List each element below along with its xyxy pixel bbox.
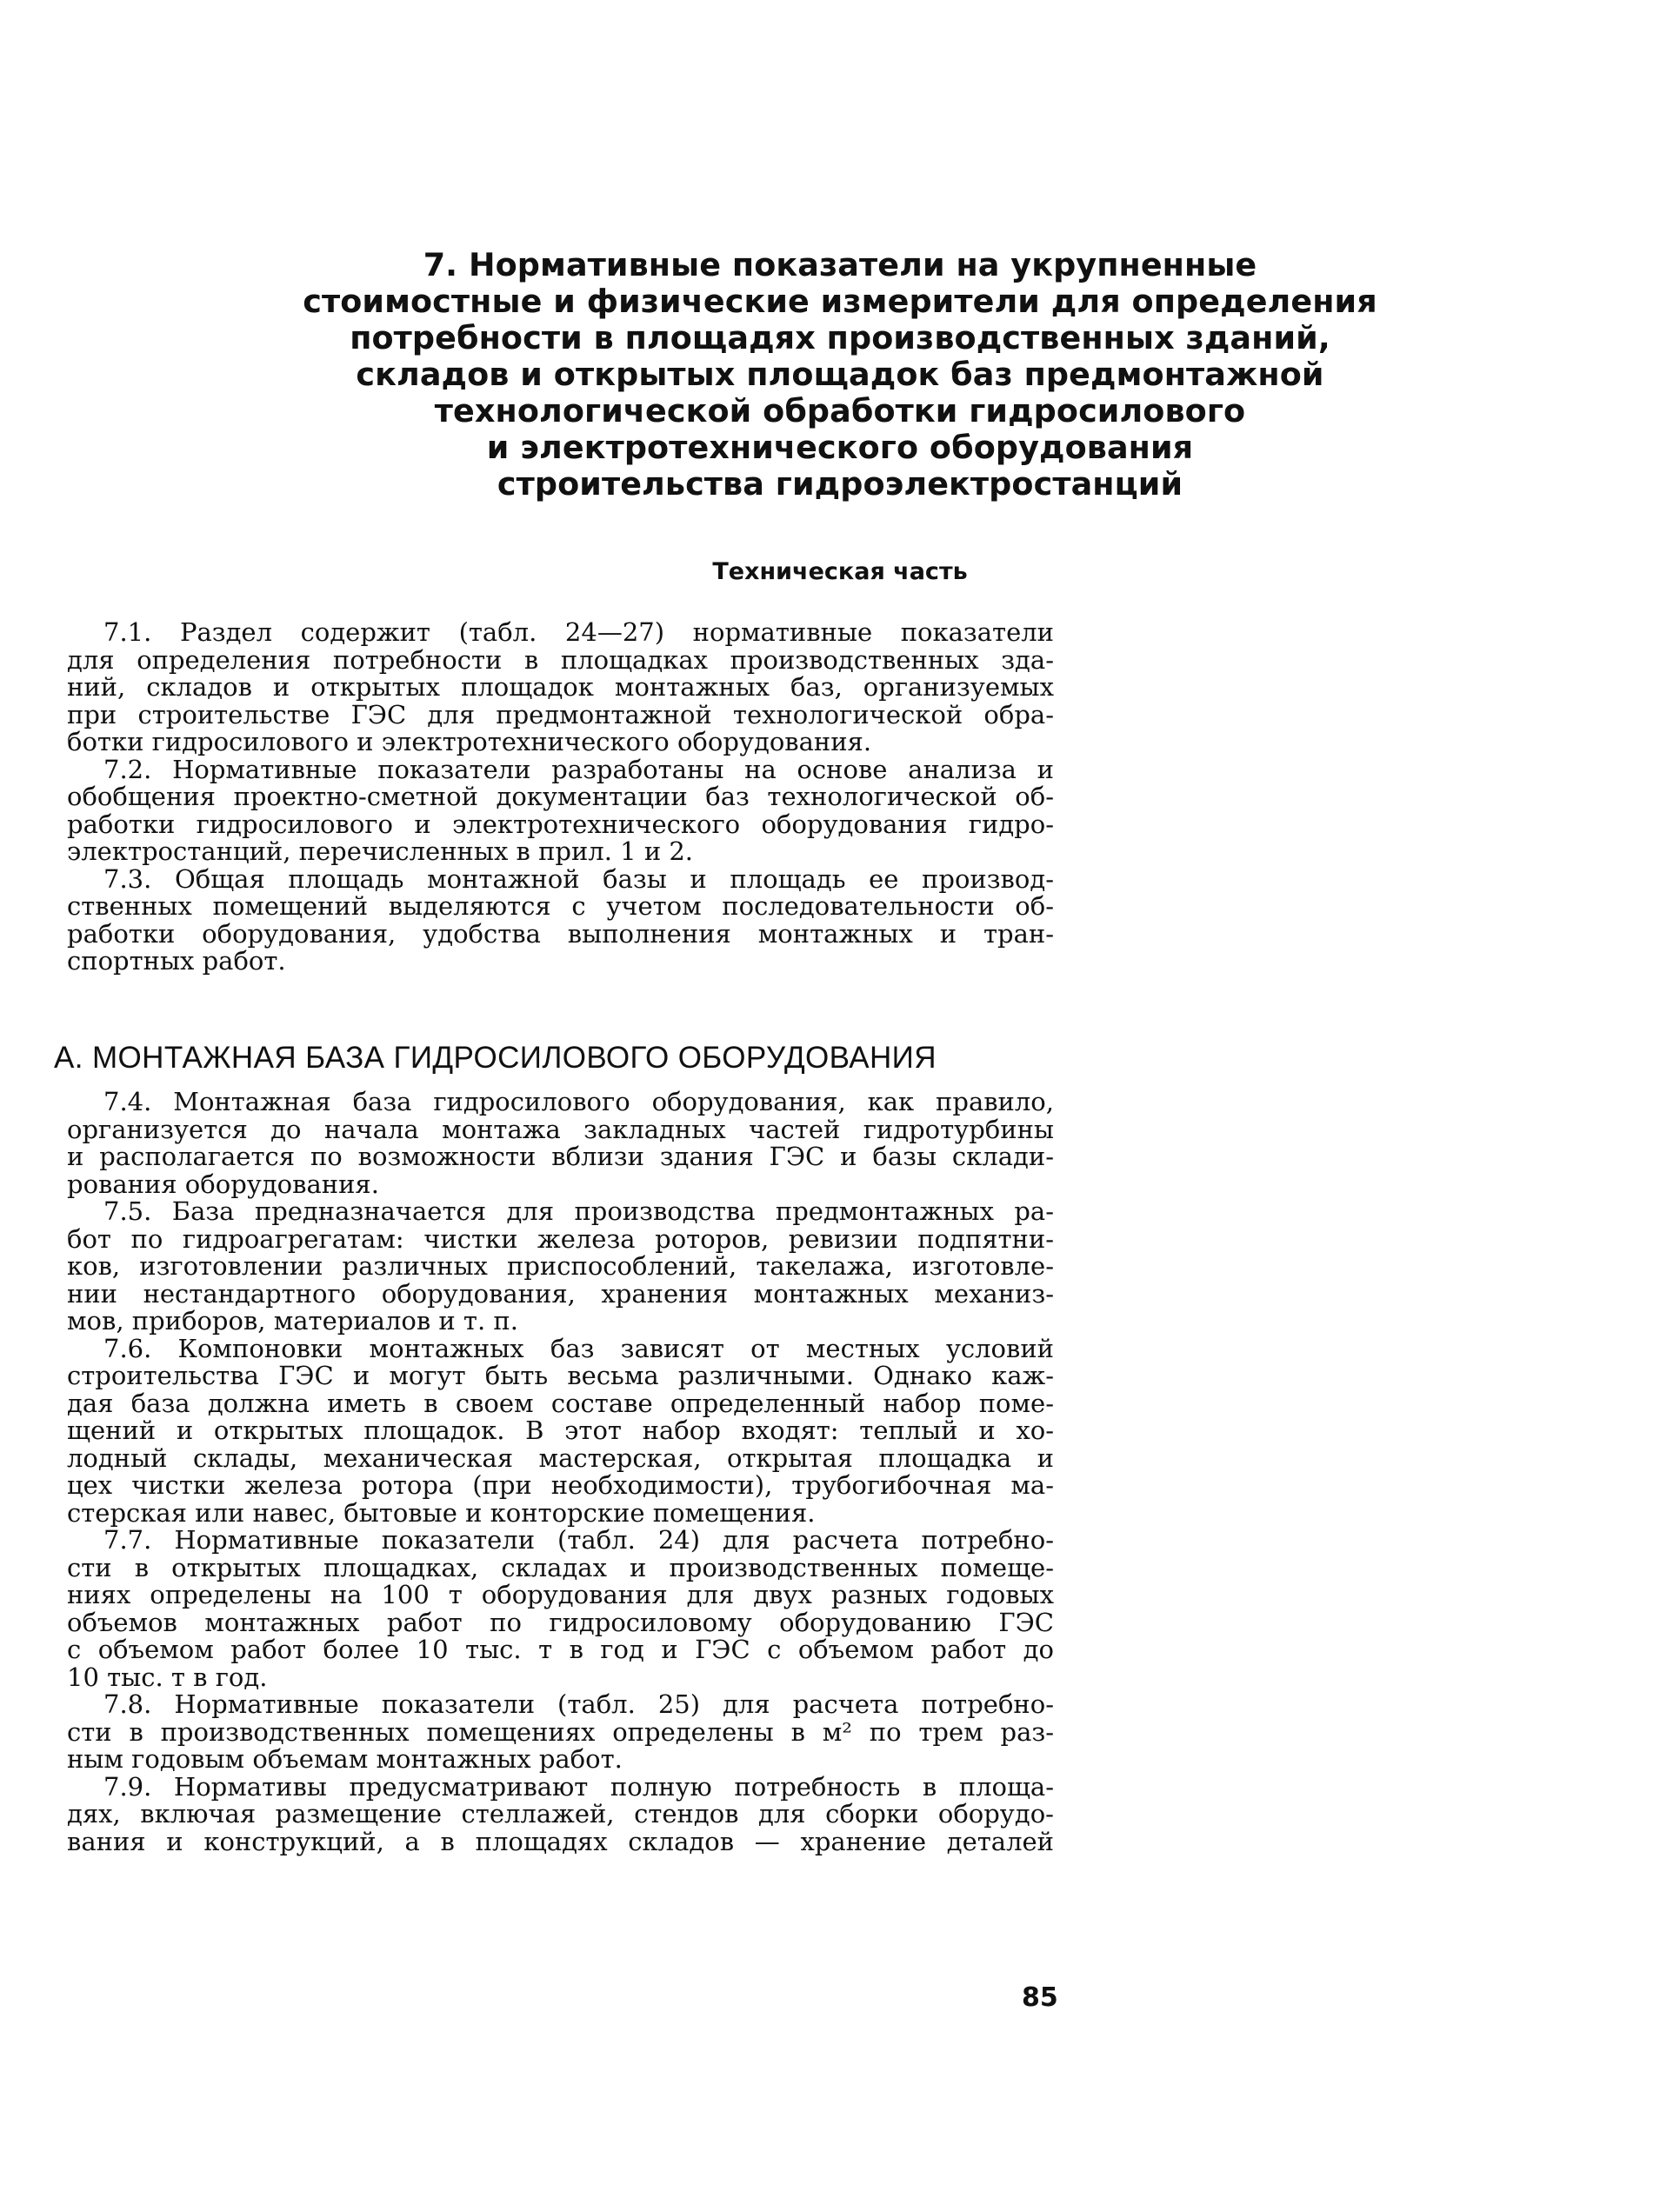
paragraph-7-5 xyxy=(67,1198,1054,1336)
text-line: ниях определены на 100 т оборудования для двух разных годовых xyxy=(67,1580,1054,1609)
paragraph-7-2 xyxy=(67,756,1054,866)
text-line: вания и конструкций, а в площадях складов — хранение деталей xyxy=(67,1826,1054,1856)
subheading: Техническая часть xyxy=(712,558,968,585)
text-line: 7.2. Нормативные показатели разработаны на основе анализа и xyxy=(103,754,1054,784)
text-line: ний, складов и открытых площадок монтажных баз, организуемых xyxy=(67,672,1054,702)
text-line: дях, включая размещение стеллажей, стендов для сборки оборудо- xyxy=(67,1799,1054,1829)
text-line: сти в производственных помещениях определены в м² по трем раз- xyxy=(67,1716,1054,1747)
text-line: ственных помещений выделяются с учетом последовательности об- xyxy=(67,891,1054,921)
text-line: цех чистки железа ротора (при необходимости), трубогибочная ма- xyxy=(67,1470,1054,1500)
text-line: 10 тыс. т в год. xyxy=(67,1662,268,1692)
text-line: 7.6. Компоновки монтажных баз зависят от местных условий xyxy=(103,1333,1054,1363)
title-line: и электротехнического оборудования xyxy=(486,429,1194,466)
text-line: сти в открытых площадках, складах и производственных помеще- xyxy=(67,1552,1054,1582)
paragraph-7-8 xyxy=(67,1691,1054,1774)
text-line: с объемом работ более 10 тыс. т в год и ГЭС с объемом работ до xyxy=(67,1635,1054,1664)
text-line: объемов монтажных работ по гидросиловому оборудованию ГЭС xyxy=(67,1607,1054,1637)
text-line: работки оборудования, удобства выполнения монтажных и тран- xyxy=(67,918,1054,949)
text-line: для определения потребности в площадках производственных зда- xyxy=(67,644,1054,675)
text-line: спортных работ. xyxy=(67,946,286,976)
text-line: при строительстве ГЭС для предмонтажной технологической обра- xyxy=(67,699,1054,729)
text-line: лодный склады, механическая мастерская, открытая площадка и xyxy=(67,1442,1054,1473)
title-line: строительства гидроэлектростанций xyxy=(497,465,1183,503)
text-line: бот по гидроагрегатам: чистки железа роторов, ревизии подпятни- xyxy=(67,1223,1054,1254)
section-heading: А. МОНТАЖНАЯ БАЗА ГИДРОСИЛОВОГО ОБОРУДОВАНИЯ xyxy=(54,1041,937,1075)
title-line: стоимостные и физические измерители для определения xyxy=(303,283,1377,320)
text-line: дая база должна иметь в своем составе определенный набор поме- xyxy=(67,1388,1054,1418)
text-line: 7.9. Нормативы предусматривают полную потребность в площа- xyxy=(103,1771,1054,1802)
page-number: 85 xyxy=(1022,1982,1058,2013)
text-line: стерская или навес, бытовые и конторские помещения. xyxy=(67,1497,816,1528)
text-line: обобщения проектно-сметной документации баз технологической об- xyxy=(67,782,1054,811)
text-line: организуется до начала монтажа закладных частей гидротурбины xyxy=(67,1114,1054,1144)
text-line: работки гидросилового и электротехнического оборудования гидро- xyxy=(67,809,1054,839)
text-line: 7.4. Монтажная база гидросилового оборудования, как правило, xyxy=(103,1087,1054,1116)
paragraph-7-9 xyxy=(67,1771,1054,1856)
text-line: 7.5. База предназначается для производства предмонтажных ра- xyxy=(103,1196,1054,1226)
paragraph-7-3 xyxy=(67,863,1054,976)
text-line: 7.8. Нормативные показатели (табл. 25) для расчета потребно- xyxy=(103,1689,1054,1719)
text-line: ботки гидросилового и электротехнического оборудования. xyxy=(67,727,872,756)
text-line: 7.1. Раздел содержит (табл. 24—27) нормативные показатели xyxy=(103,617,1054,647)
text-line: электростанций, перечисленных в прил. 1 и 2. xyxy=(67,836,694,866)
text-line: мов, приборов, материалов и т. п. xyxy=(67,1306,518,1336)
title-line: 7. Нормативные показатели на укрупненные xyxy=(423,246,1257,283)
chapter-title xyxy=(0,247,1680,503)
text-line: рования оборудования. xyxy=(67,1169,379,1199)
paragraph-7-4 xyxy=(67,1089,1054,1198)
intro-text-block xyxy=(67,619,1054,976)
paragraph-7-6 xyxy=(67,1333,1054,1528)
title-line: складов и открытых площадок баз предмонтажной xyxy=(356,356,1324,393)
text-line: ков, изготовлении различных приспособлений, такелажа, изготовле- xyxy=(67,1251,1054,1281)
title-line: потребности в площадях производственных зданий, xyxy=(350,319,1330,356)
text-line: нии нестандартного оборудования, хранения монтажных механиз- xyxy=(67,1278,1054,1309)
text-line: строительства ГЭС и могут быть весьма различными. Однако каж- xyxy=(67,1361,1054,1390)
text-line: 7.3. Общая площадь монтажной базы и площадь ее производ- xyxy=(103,863,1054,894)
section-text-block xyxy=(67,1089,1054,1855)
paragraph-7-7 xyxy=(67,1527,1054,1691)
text-line: ным годовым объемам монтажных работ. xyxy=(67,1744,623,1774)
title-line: технологической обработки гидросилового xyxy=(434,392,1246,430)
paragraph-7-1 xyxy=(67,619,1054,756)
text-line: и располагается по возможности вблизи здания ГЭС и базы склади- xyxy=(67,1142,1054,1171)
text-line: щений и открытых площадок. В этот набор входят: теплый и хо- xyxy=(67,1416,1054,1445)
text-line: 7.7. Нормативные показатели (табл. 24) для расчета потребно- xyxy=(103,1525,1054,1555)
